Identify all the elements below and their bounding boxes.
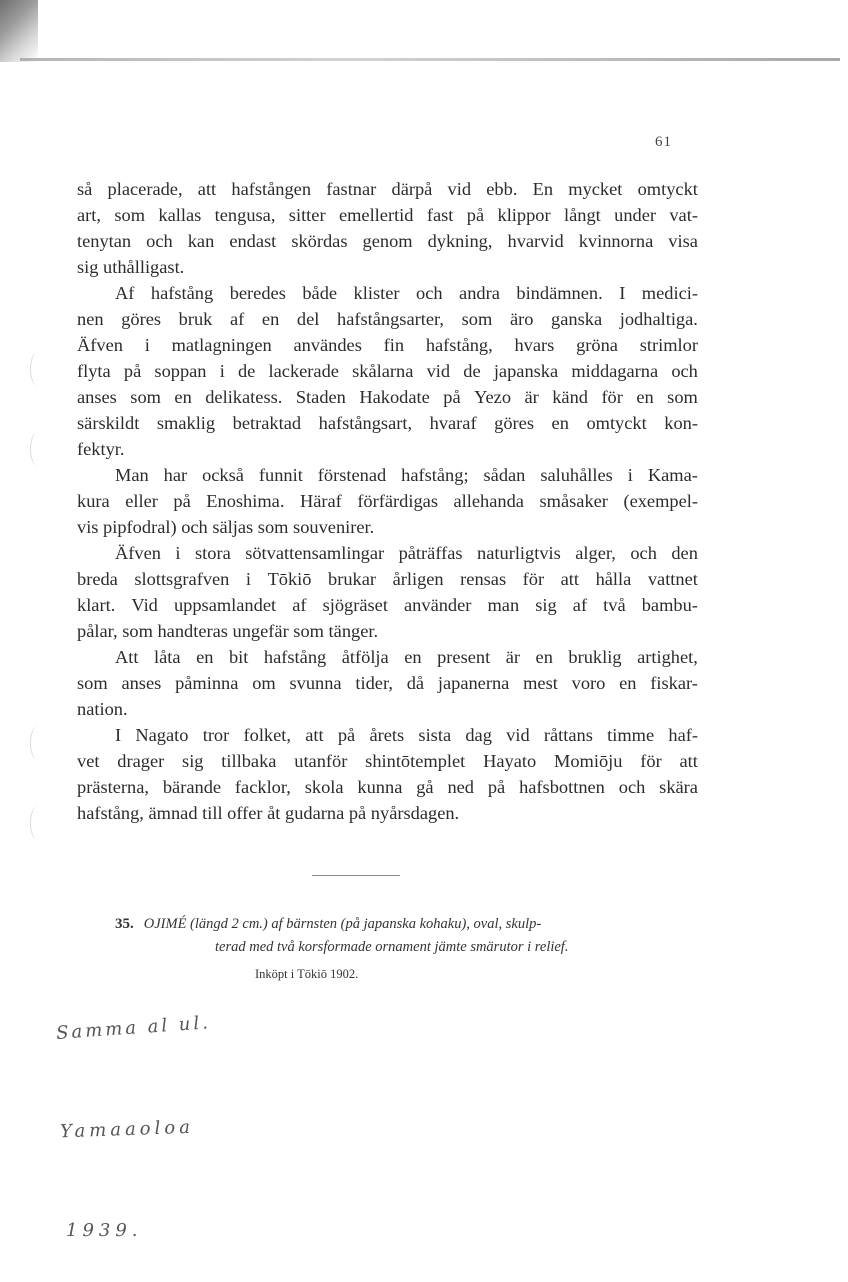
word: saluhålles <box>540 465 613 485</box>
word: bruk <box>178 309 213 329</box>
word: I <box>115 725 122 745</box>
word: bit <box>228 647 249 667</box>
word: brukar <box>328 569 377 589</box>
word: betraktad <box>232 413 302 433</box>
word: sitter <box>288 205 326 225</box>
text-line <box>77 566 698 592</box>
word: i <box>219 361 225 381</box>
text-line <box>77 488 698 514</box>
text-line: nation. <box>77 699 128 719</box>
word: emellertid <box>338 205 414 225</box>
word: Hayato <box>483 751 537 771</box>
word: Att <box>115 647 139 667</box>
binding-mark <box>30 726 45 760</box>
word: timme <box>607 725 655 745</box>
word: hvaraf <box>429 413 477 433</box>
word: en <box>636 387 654 407</box>
word: visa <box>668 231 698 251</box>
word: kvinnorna <box>578 231 654 251</box>
word: råttans <box>543 725 593 745</box>
word: smaklig <box>156 413 216 433</box>
word: som <box>461 309 493 329</box>
word: vid <box>426 361 451 381</box>
word: om <box>252 673 276 693</box>
handwritten-line: Samma al ul. <box>55 1012 212 1044</box>
word: gröna <box>576 335 618 355</box>
word: bärande <box>162 777 222 797</box>
word: ganska <box>551 309 603 329</box>
binding-mark <box>30 806 45 840</box>
word: placerade, <box>107 179 183 199</box>
word: flyta <box>77 361 111 381</box>
word: tenytan <box>77 231 132 251</box>
word: den <box>671 543 698 563</box>
word: Momiōju <box>553 751 623 771</box>
word: en <box>261 309 280 329</box>
word: en <box>174 387 192 407</box>
word: åtfölja <box>341 647 389 667</box>
catalog-acquired: Inköpt i Tōkiō 1902. <box>255 967 359 981</box>
text-line <box>77 540 698 566</box>
text-line <box>77 462 698 488</box>
text-line <box>77 202 698 228</box>
word: för <box>640 751 662 771</box>
word: Nagato <box>135 725 189 745</box>
word: Äfven <box>77 335 123 355</box>
word: man <box>487 595 520 615</box>
word: Tōkiō <box>267 569 312 589</box>
word: en <box>404 647 422 667</box>
word: som <box>130 387 161 407</box>
word: som <box>114 205 146 225</box>
text-line <box>77 306 698 332</box>
word: alger, <box>575 543 616 563</box>
binding-mark <box>30 432 45 466</box>
word: af <box>292 595 307 615</box>
text-line <box>77 774 698 800</box>
word: nen <box>77 309 104 329</box>
word: fast <box>426 205 454 225</box>
scan-shadow-corner <box>0 0 38 62</box>
word: att <box>560 569 580 589</box>
word: middagarna <box>571 361 659 381</box>
word: tillbaka <box>221 751 277 771</box>
word: Hakodate <box>359 387 430 407</box>
word: och <box>630 543 657 563</box>
word: de <box>463 361 481 381</box>
word: låta <box>154 647 181 667</box>
text-line: pålar, som handteras ungefär som tänger. <box>77 621 379 641</box>
word: småsaker <box>539 491 608 511</box>
word: hvars <box>514 335 555 355</box>
word: en <box>619 673 637 693</box>
word: kon- <box>664 413 698 433</box>
word: delikatess. <box>205 387 283 407</box>
word: sig <box>182 751 204 771</box>
word: och <box>618 777 646 797</box>
word: under <box>614 205 656 225</box>
word: prästerna, <box>77 777 149 797</box>
word: bindämnen. <box>516 283 603 303</box>
word: och <box>671 361 698 381</box>
word: Äfven <box>115 543 161 563</box>
text-line <box>77 332 698 358</box>
word: matlagningen <box>171 335 272 355</box>
word: sista <box>418 725 452 745</box>
word: klippor <box>497 205 551 225</box>
word: i <box>144 335 150 355</box>
word: skördas <box>291 231 348 251</box>
text-line <box>77 592 698 618</box>
word: art, <box>77 205 101 225</box>
word: voro <box>571 673 606 693</box>
catalog-description-line1: OJIMÉ (längd 2 cm.) af bärnsten (på japanska kohaku), oval, skulp- <box>143 916 542 932</box>
word: Enoshima. <box>206 491 285 511</box>
word: årligen <box>392 569 444 589</box>
word: Af <box>115 283 135 303</box>
word: mycket <box>568 179 623 199</box>
word: Vid <box>131 595 158 615</box>
catalog-number: 35. <box>115 916 134 932</box>
word: att <box>679 751 698 771</box>
word: kan <box>187 231 215 251</box>
word: folket, <box>243 725 291 745</box>
word: lackerade <box>268 361 339 381</box>
word: på <box>466 205 485 225</box>
word: att <box>197 179 217 199</box>
word: särskildt <box>77 413 140 433</box>
word: för <box>601 387 623 407</box>
word: andra <box>459 283 500 303</box>
word: sötvattensamlingar <box>245 543 385 563</box>
word: fastnar <box>326 179 377 199</box>
word: påträffas <box>398 543 463 563</box>
word: naturligtvis <box>477 543 561 563</box>
word: i <box>175 543 181 563</box>
handwritten-line: Yamaaoloa <box>59 1116 195 1143</box>
text-line <box>77 358 698 384</box>
word: och <box>416 283 443 303</box>
word: känd <box>552 387 588 407</box>
word: både <box>302 283 338 303</box>
word: shintōtemplet <box>365 751 466 771</box>
text-line <box>77 644 698 670</box>
word: göres <box>121 309 162 329</box>
word: i <box>627 465 633 485</box>
word: klister <box>353 283 400 303</box>
word: hålla <box>595 569 632 589</box>
word: en <box>535 647 553 667</box>
text-line <box>77 410 698 436</box>
word: drager <box>117 751 165 771</box>
word: utanför <box>294 751 348 771</box>
binding-mark <box>30 352 45 386</box>
word: som <box>77 673 108 693</box>
word: genom <box>362 231 413 251</box>
word: vid <box>506 725 530 745</box>
word: använder <box>404 595 472 615</box>
word: stora <box>195 543 231 563</box>
scan-shadow-edge <box>20 58 840 61</box>
word: tror <box>202 725 230 745</box>
word: så <box>77 179 93 199</box>
text-line: fektyr. <box>77 439 125 459</box>
word: medici- <box>641 283 698 303</box>
word: mest <box>523 673 558 693</box>
word: för <box>522 569 545 589</box>
section-divider <box>312 875 400 876</box>
word: strimlor <box>639 335 698 355</box>
text-line <box>77 280 698 306</box>
word: allehanda <box>453 491 524 511</box>
word: tengusa, <box>214 205 276 225</box>
word: del <box>296 309 320 329</box>
word: rensas <box>460 569 507 589</box>
word: anses <box>77 387 117 407</box>
word: kunna <box>357 777 403 797</box>
word: hafsbottnen <box>519 777 605 797</box>
word: på <box>487 777 506 797</box>
word: sig <box>535 595 557 615</box>
handwritten-annotation <box>56 942 256 1282</box>
word: ned <box>447 777 474 797</box>
text-line <box>77 228 698 254</box>
word: af <box>230 309 245 329</box>
word: kallas <box>158 205 202 225</box>
word: på <box>123 361 142 381</box>
word: eller <box>125 491 158 511</box>
word: slottsgrafven <box>134 569 230 589</box>
word: i <box>245 569 252 589</box>
word: klart. <box>77 595 116 615</box>
word: påminna <box>175 673 239 693</box>
word: de <box>237 361 256 381</box>
word: En <box>532 179 554 199</box>
word: användes <box>293 335 362 355</box>
text-line <box>77 176 698 202</box>
word: gå <box>416 777 434 797</box>
word: japanerna <box>437 673 510 693</box>
word: omtyckt <box>586 413 647 433</box>
word: present <box>437 647 491 667</box>
text-line: sig uthålligast. <box>77 257 185 277</box>
word: omtyckt <box>637 179 698 199</box>
word: af <box>572 595 588 615</box>
word: breda <box>77 569 118 589</box>
text-line <box>77 670 698 696</box>
word: hafstång <box>263 647 327 667</box>
word: uppsamlandet <box>173 595 277 615</box>
text-line <box>77 384 698 410</box>
word: vattnet <box>647 569 698 589</box>
page-number: 61 <box>655 134 672 150</box>
word: dag <box>465 725 492 745</box>
word: långt <box>563 205 601 225</box>
word: årets <box>369 725 405 745</box>
word: hafstång, <box>425 335 493 355</box>
word: bambu- <box>641 595 698 615</box>
word: är <box>505 647 521 667</box>
word: anses <box>121 673 162 693</box>
word: på <box>173 491 191 511</box>
word: att <box>305 725 324 745</box>
word: hafstång; <box>401 465 469 485</box>
body-text <box>77 176 698 826</box>
word: funnit <box>258 465 303 485</box>
word: fiskar- <box>650 673 698 693</box>
word: kura <box>77 491 110 511</box>
word: hvarvid <box>507 231 564 251</box>
word: också <box>202 465 244 485</box>
word: som <box>667 387 698 407</box>
word: är <box>524 387 539 407</box>
word: hafstång <box>150 283 214 303</box>
word: skära <box>659 777 698 797</box>
word: bruklig <box>568 647 622 667</box>
word: haf- <box>668 725 698 745</box>
word: soppan <box>154 361 207 381</box>
word: artighet, <box>637 647 698 667</box>
word: på <box>337 725 356 745</box>
word: och <box>146 231 173 251</box>
word: beredes <box>229 283 286 303</box>
word: endast <box>229 231 277 251</box>
word: sjögräset <box>322 595 388 615</box>
word: då <box>406 673 425 693</box>
word: göres <box>494 413 534 433</box>
word: hafstången <box>231 179 312 199</box>
text-line <box>77 722 698 748</box>
word: därpå <box>391 179 433 199</box>
word: jodhaltiga. <box>619 309 698 329</box>
word: har <box>163 465 188 485</box>
word: svunna <box>289 673 342 693</box>
word: dykning, <box>427 231 493 251</box>
word: skola <box>304 777 344 797</box>
handwritten-line: 1939. <box>66 1220 143 1241</box>
word: hafstångsarter, <box>337 309 445 329</box>
word: Yezo <box>474 387 512 407</box>
word: I <box>619 283 626 303</box>
word: sådan <box>483 465 526 485</box>
word: äro <box>509 309 534 329</box>
word: facklor, <box>234 777 291 797</box>
word: ebb. <box>486 179 518 199</box>
word: vet <box>77 751 100 771</box>
text-line: hafstång, ämnad till offer åt gudarna på nyårsdagen. <box>77 803 460 823</box>
word: (exempel- <box>623 491 698 511</box>
word: förstenad <box>317 465 387 485</box>
word: japanska <box>493 361 559 381</box>
word: Staden <box>295 387 346 407</box>
word: två <box>603 595 626 615</box>
word: Kama- <box>647 465 698 485</box>
catalog-description-line2: terad med två korsformade ornament jämte smärutor i relief. <box>215 939 569 955</box>
word: skålarna <box>352 361 414 381</box>
word: hafstångsart, <box>318 413 413 433</box>
word: fin <box>383 335 405 355</box>
word: en <box>551 413 569 433</box>
word: en <box>196 647 214 667</box>
text-line <box>77 748 698 774</box>
word: på <box>443 387 461 407</box>
word: vat- <box>669 205 698 225</box>
word: Man <box>115 465 149 485</box>
word: vid <box>447 179 472 199</box>
word: Häraf <box>299 491 342 511</box>
text-line: vis pipfodral) och säljas som souvenirer. <box>77 517 375 537</box>
word: förfärdigas <box>357 491 438 511</box>
word: tider, <box>355 673 393 693</box>
